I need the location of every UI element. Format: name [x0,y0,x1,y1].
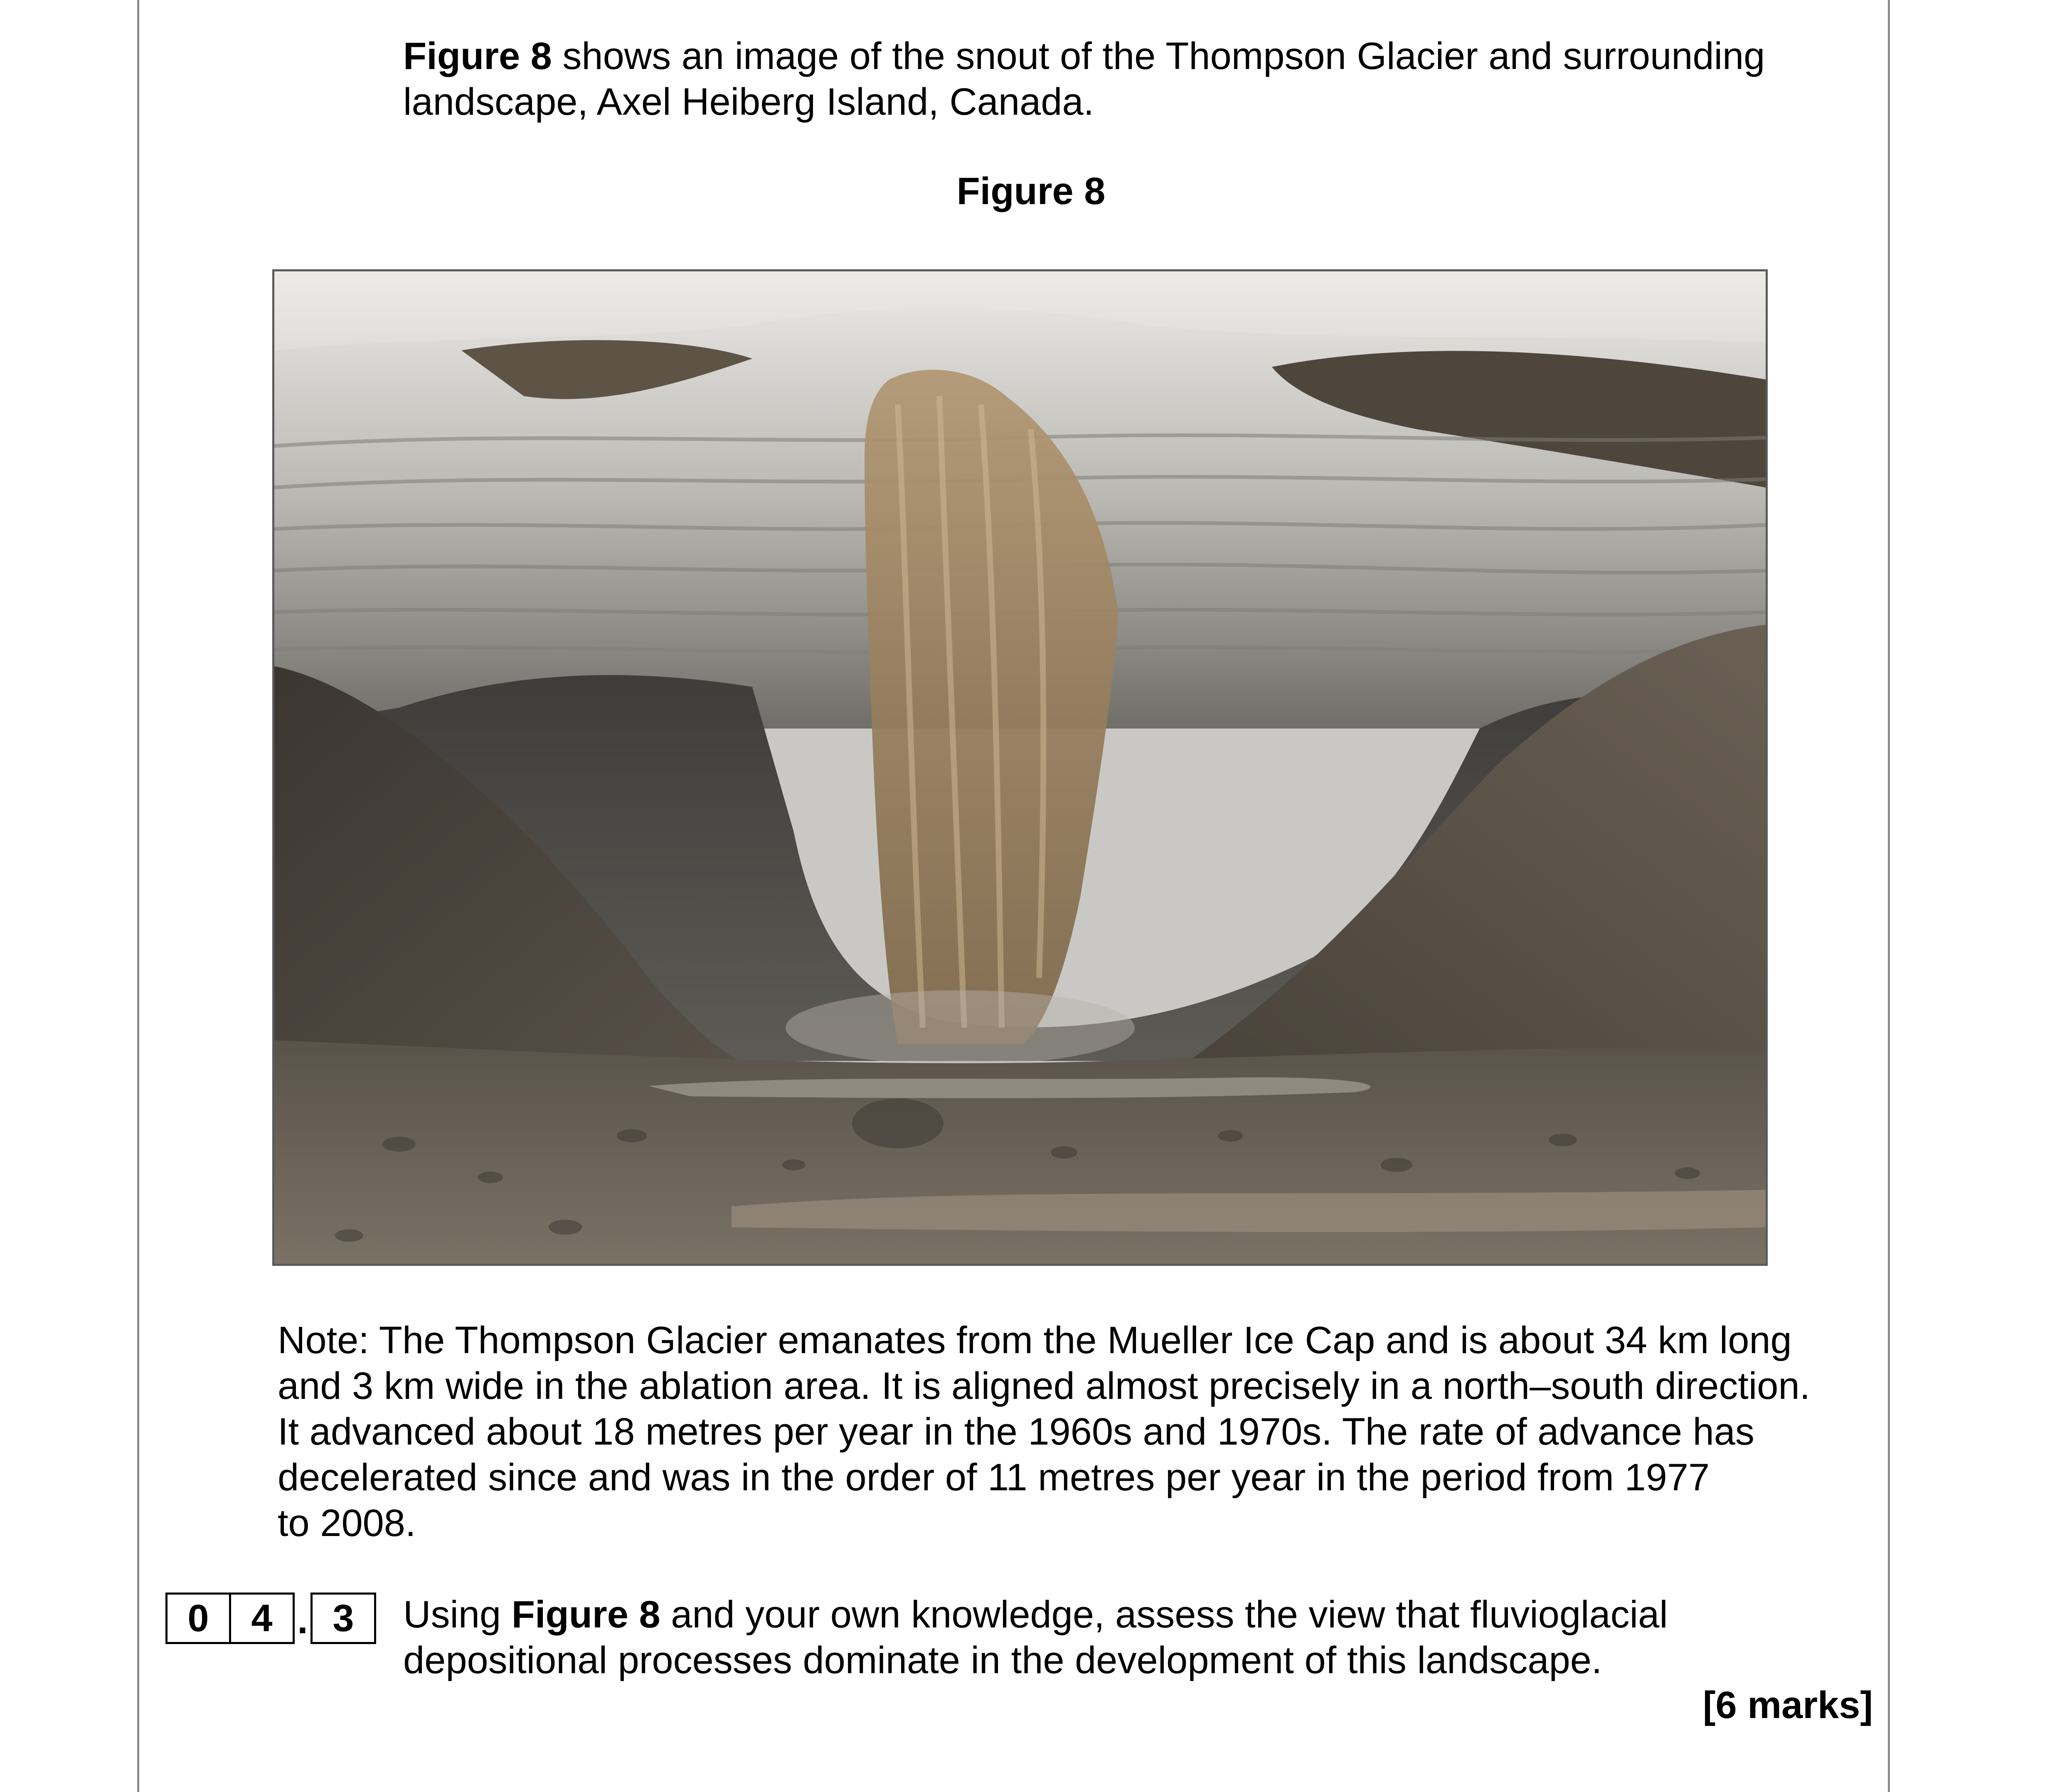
note-line: Note: The Thompson Glacier emanates from the Mueller Ice Cap and is about 34 km long [278,1319,1792,1361]
question-number [165,1594,376,1644]
note-line: It advanced about 18 metres per year in the 1960s and 1970s. The rate of advance has [278,1410,1754,1453]
question-prefix: Using [403,1593,512,1636]
note-line: to 2008. [278,1502,416,1544]
intro-text-line2: landscape, Axel Heiberg Island, Canada. [403,81,1094,123]
note-line: decelerated since and was in the order of 11 metres per year in the period from 1977 [278,1456,1710,1499]
question-digit: 3 [310,1593,376,1644]
question-separator: . [297,1599,308,1642]
intro-paragraph [403,33,1899,125]
intro-text-line1: shows an image of the snout of the Thompson Glacier and surrounding [552,35,1765,77]
glacier-photo-illustration [274,271,1766,1264]
spray-mist [786,990,1135,1065]
question-digit: 0 [165,1593,231,1644]
intro-figure-ref: Figure 8 [403,35,552,77]
marks-allocation: [6 marks] [1702,1684,1873,1726]
question-figure-ref: Figure 8 [511,1593,660,1636]
question-line2: depositional processes dominate in the development of this landscape. [403,1639,1602,1681]
figure-note [278,1317,1899,1546]
question-text [403,1592,1858,1683]
figure-title: Figure 8 [956,170,1106,212]
question-line1: and your own knowledge, assess the view that fluvioglacial [660,1593,1668,1636]
note-line: and 3 km wide in the ablation area. It is aligned almost precisely in a north–south direction. [278,1365,1811,1407]
question-digit: 4 [231,1593,295,1644]
glacier-photo [272,269,1768,1266]
left-margin-line [137,0,139,1792]
